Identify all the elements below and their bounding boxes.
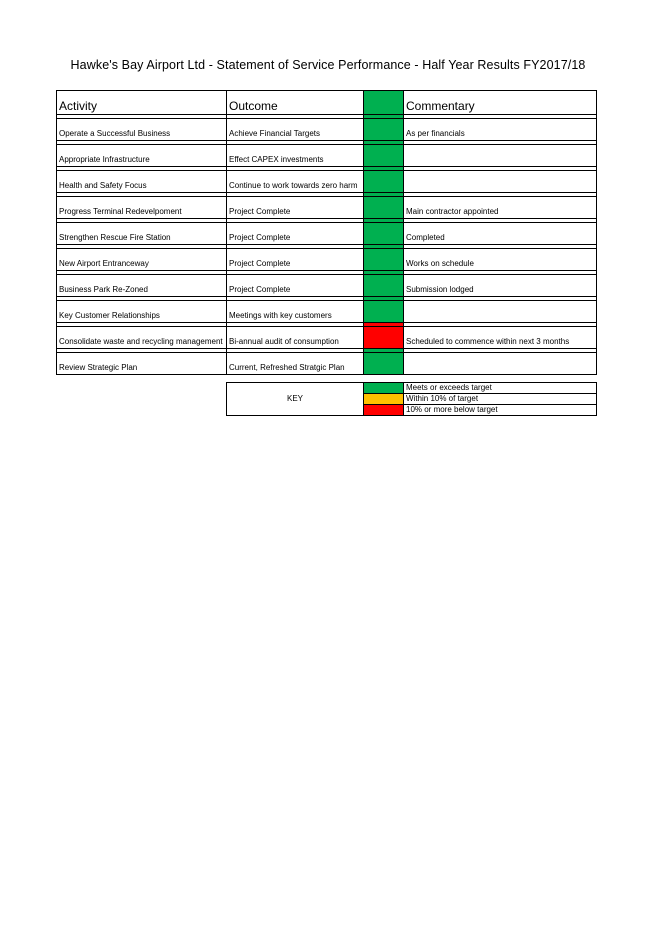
table-row [57, 327, 597, 349]
outcome-cell: Project Complete [227, 249, 364, 271]
key-swatch-red [364, 405, 404, 416]
commentary-header: Commentary [404, 91, 597, 115]
status-indicator [364, 275, 404, 297]
outcome-cell: Project Complete [227, 275, 364, 297]
table-row [57, 119, 597, 141]
status-indicator [364, 249, 404, 271]
commentary-cell: Main contractor appointed [404, 197, 597, 219]
key-swatch-amber [364, 394, 404, 405]
performance-table [56, 90, 597, 375]
commentary-cell [404, 301, 597, 323]
status-indicator [364, 145, 404, 167]
activity-cell: Health and Safety Focus [57, 171, 227, 193]
outcome-cell: Achieve Financial Targets [227, 119, 364, 141]
commentary-cell [404, 353, 597, 375]
status-indicator [364, 171, 404, 193]
table-row [57, 197, 597, 219]
commentary-cell: As per financials [404, 119, 597, 141]
table-row [57, 353, 597, 375]
activity-header: Activity [57, 91, 227, 115]
activity-cell: Appropriate Infrastructure [57, 145, 227, 167]
activity-cell: Key Customer Relationships [57, 301, 227, 323]
table-row [57, 223, 597, 245]
key-row [227, 383, 597, 394]
status-indicator [364, 327, 404, 349]
outcome-header: Outcome [227, 91, 364, 115]
outcome-cell: Effect CAPEX investments [227, 145, 364, 167]
table-row [57, 171, 597, 193]
commentary-cell: Scheduled to commence within next 3 months [404, 327, 597, 349]
key-label: KEY [227, 383, 364, 416]
outcome-cell: Project Complete [227, 197, 364, 219]
commentary-cell: Works on schedule [404, 249, 597, 271]
activity-cell: Business Park Re-Zoned [57, 275, 227, 297]
key-text: Within 10% of target [404, 394, 597, 405]
status-indicator [364, 301, 404, 323]
activity-cell: New Airport Entranceway [57, 249, 227, 271]
key-swatch-green [364, 383, 404, 394]
performance-rows [57, 115, 597, 375]
activity-cell: Review Strategic Plan [57, 353, 227, 375]
table-row [57, 249, 597, 271]
status-indicator [364, 119, 404, 141]
key-text: 10% or more below target [404, 405, 597, 416]
commentary-cell: Completed [404, 223, 597, 245]
table-row [57, 145, 597, 167]
outcome-cell: Bi-annual audit of consumption [227, 327, 364, 349]
commentary-cell: Submission lodged [404, 275, 597, 297]
activity-cell: Strengthen Rescue Fire Station [57, 223, 227, 245]
commentary-cell [404, 171, 597, 193]
outcome-cell: Meetings with key customers [227, 301, 364, 323]
outcome-cell: Continue to work towards zero harm [227, 171, 364, 193]
table-row [57, 301, 597, 323]
activity-cell: Consolidate waste and recycling management [57, 327, 227, 349]
key-table [226, 382, 597, 416]
status-header [364, 91, 404, 115]
key-text: Meets or exceeds target [404, 383, 597, 394]
commentary-cell [404, 145, 597, 167]
outcome-cell: Project Complete [227, 223, 364, 245]
status-indicator [364, 353, 404, 375]
activity-cell: Progress Terminal Redevelpoment [57, 197, 227, 219]
header-row [57, 91, 597, 115]
table-row [57, 275, 597, 297]
status-indicator [364, 223, 404, 245]
status-indicator [364, 197, 404, 219]
activity-cell: Operate a Successful Business [57, 119, 227, 141]
page-title: Hawke's Bay Airport Ltd - Statement of Service Performance - Half Year Results FY2017/18 [70, 58, 586, 72]
outcome-cell: Current, Refreshed Stratgic Plan [227, 353, 364, 375]
